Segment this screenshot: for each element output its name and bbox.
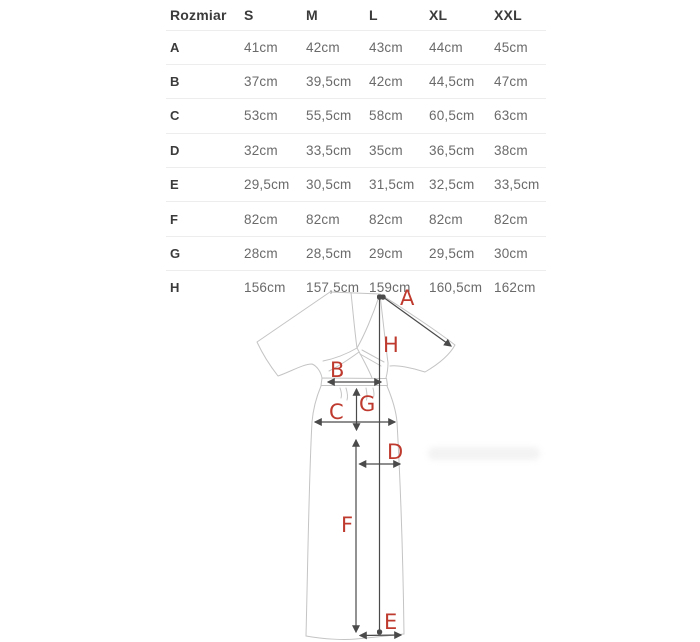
size-value-cell: 41cm <box>244 39 278 55</box>
header-size-s: S <box>244 6 254 23</box>
size-value-cell: 37cm <box>244 74 278 90</box>
row-label: E <box>170 177 179 193</box>
row-label: F <box>170 211 179 227</box>
label-a: A <box>400 286 415 310</box>
size-value-cell: 32,5cm <box>429 177 475 193</box>
size-value-cell: 29,5cm <box>429 246 475 262</box>
row-label: B <box>170 74 180 90</box>
label-c: C <box>329 400 344 424</box>
label-b: B <box>330 358 345 382</box>
size-value-cell: 160,5cm <box>429 280 483 296</box>
size-value-cell: 45cm <box>494 39 528 55</box>
header-size-l: L <box>369 6 378 23</box>
size-value-cell: 42cm <box>369 74 403 90</box>
size-value-cell: 44,5cm <box>429 74 475 90</box>
size-value-cell: 82cm <box>429 211 463 227</box>
size-value-cell: 28cm <box>244 246 278 262</box>
label-f: F <box>341 513 354 537</box>
measurement-labels <box>329 286 415 634</box>
label-e: E <box>384 610 398 634</box>
size-value-cell: 33,5cm <box>494 177 540 193</box>
row-label: G <box>170 246 181 262</box>
size-value-cell: 159cm <box>369 280 411 296</box>
size-value-cell: 82cm <box>306 211 340 227</box>
size-value-cell: 82cm <box>244 211 278 227</box>
header-size-xl: XL <box>429 6 448 23</box>
label-h: H <box>383 333 399 357</box>
size-value-cell: 31,5cm <box>369 177 415 193</box>
size-value-cell: 30,5cm <box>306 177 352 193</box>
size-value-cell: 36,5cm <box>429 142 475 158</box>
header-size-m: M <box>306 6 318 23</box>
size-value-cell: 82cm <box>494 211 528 227</box>
size-value-cell: 157,5cm <box>306 280 360 296</box>
row-label: H <box>170 280 180 296</box>
size-value-cell: 30cm <box>494 246 528 262</box>
size-value-cell: 156cm <box>244 280 286 296</box>
size-value-cell: 63cm <box>494 108 528 124</box>
size-value-cell: 33,5cm <box>306 142 352 158</box>
measure-line-e <box>360 635 401 636</box>
size-value-cell: 35cm <box>369 142 403 158</box>
size-value-cell: 42cm <box>306 39 340 55</box>
size-value-cell: 44cm <box>429 39 463 55</box>
size-value-cell: 32cm <box>244 142 278 158</box>
size-value-cell: 28,5cm <box>306 246 352 262</box>
header-rozmiar: Rozmiar <box>170 6 227 23</box>
size-value-cell: 43cm <box>369 39 403 55</box>
size-value-cell: 53cm <box>244 108 278 124</box>
size-value-cell: 47cm <box>494 74 528 90</box>
size-value-cell: 38cm <box>494 142 528 158</box>
size-value-cell: 82cm <box>369 211 403 227</box>
size-value-cell: 55,5cm <box>306 108 352 124</box>
size-value-cell: 29,5cm <box>244 177 290 193</box>
size-value-cell: 58cm <box>369 108 403 124</box>
label-d: D <box>387 440 404 464</box>
size-value-cell: 162cm <box>494 280 536 296</box>
row-label: D <box>170 142 180 158</box>
label-g: G <box>359 392 376 416</box>
size-value-cell: 29cm <box>369 246 403 262</box>
row-label: A <box>170 39 180 55</box>
row-label: C <box>170 108 180 124</box>
size-value-cell: 60,5cm <box>429 108 475 124</box>
size-value-cell: 39,5cm <box>306 74 352 90</box>
header-size-xxl: XXL <box>494 6 522 23</box>
